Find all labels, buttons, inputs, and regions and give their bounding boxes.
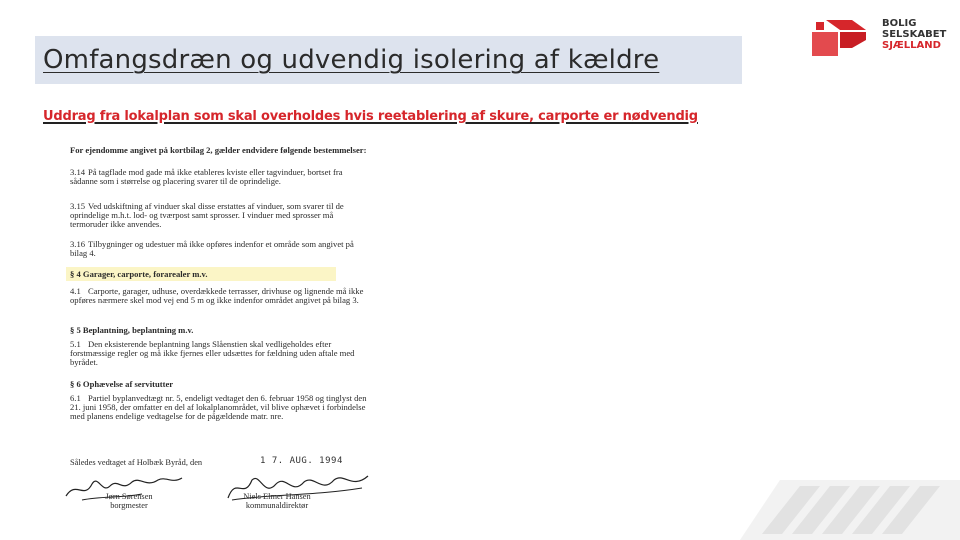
- signer-2-title: kommunaldirektør: [245, 501, 309, 510]
- item-number: 3.16: [70, 239, 86, 249]
- doc-item-5-1: [70, 340, 370, 368]
- title-banner: [35, 36, 742, 84]
- item-number: 6.1: [70, 393, 81, 403]
- signer-1-name: Jørn Sørensen: [105, 492, 153, 501]
- item-number: 4.1: [70, 286, 81, 296]
- date-stamp: 1 7. AUG. 1994: [260, 456, 343, 466]
- item-number: 5.1: [70, 339, 81, 349]
- decorative-stripes: [730, 480, 960, 540]
- item-text: På tagflade mod gade må ikke etableres kviste eller tagvinduer, bortset fra sådanne som i størrelse og placering svarer til de oprindelige.: [70, 167, 343, 187]
- logo-line-3: SJÆLLAND: [882, 40, 941, 51]
- scanned-document: [62, 140, 372, 530]
- slide-subtitle: Uddrag fra lokalplan som skal overholdes hvis reetablering af skure, carporte er nødvendig: [43, 109, 698, 124]
- item-text: Partiel byplanvedtægt nr. 5, endeligt vedtaget den 6. februar 1958 og tinglyst den 21. juni 1958, der omfatter en del af lokalplanområdet, vil blive ophævet i forbindelse med planens endelige vedtagelse for de pågældende matr. nre.: [70, 393, 367, 422]
- signer-2: [222, 492, 332, 510]
- signer-1: [84, 492, 174, 510]
- logo-cube-icon: [812, 18, 870, 56]
- item-text: Den eksisterende beplantning langs Slåenstien skal vedligeholdes efter forstmæssige regler og må ikke fjernes eller udsættes for fældning uden aftale med byrådet.: [70, 339, 355, 368]
- section-4-heading: § 4 Garager, carporte, forarealer m.v.: [70, 269, 208, 279]
- signer-2-name: Niels Elmer Hansen: [243, 492, 311, 501]
- section-5-heading: § 5 Beplantning, beplantning m.v.: [70, 325, 194, 335]
- adoption-line: Således vedtaget af Holbæk Byråd, den: [70, 458, 203, 467]
- item-text: Tilbygninger og udestuer må ikke opføres indenfor et område som angivet på bilag 4.: [70, 239, 354, 259]
- section-6-heading: § 6 Ophævelse af servitutter: [70, 379, 174, 389]
- item-text: Ved udskiftning af vinduer skal disse erstattes af vinduer, som svarer til de oprindelige m.h.t. lod- og tværpost samt sprosser. I vinduer med sprosser må termoruder ikke anvendes.: [70, 201, 344, 230]
- signer-1-title: borgmester: [110, 501, 148, 510]
- logo-line-2: SELSKABET: [882, 29, 947, 40]
- item-number: 3.15: [70, 201, 86, 211]
- doc-item-3-15: [70, 202, 370, 230]
- logo-wordmark: [882, 18, 946, 51]
- doc-item-3-14: [70, 168, 370, 186]
- doc-intro: For ejendomme angivet på kortbilag 2, gælder endvidere følgende bestemmelser:: [70, 145, 367, 155]
- page-title: Omfangsdræn og udvendig isolering af kældre: [43, 45, 660, 75]
- item-number: 3.14: [70, 167, 86, 177]
- item-text: Carporte, garager, udhuse, overdækkede terrasser, drivhuse og lignende må ikke opføres nærmere skel mod vej end 5 m og ikke indenfor området angivet på bilag 3.: [70, 286, 364, 306]
- doc-item-3-16: [70, 240, 370, 258]
- doc-item-4-1: [70, 287, 370, 305]
- doc-item-6-1: [70, 394, 370, 422]
- logo-line-1: BOLIG: [882, 18, 917, 29]
